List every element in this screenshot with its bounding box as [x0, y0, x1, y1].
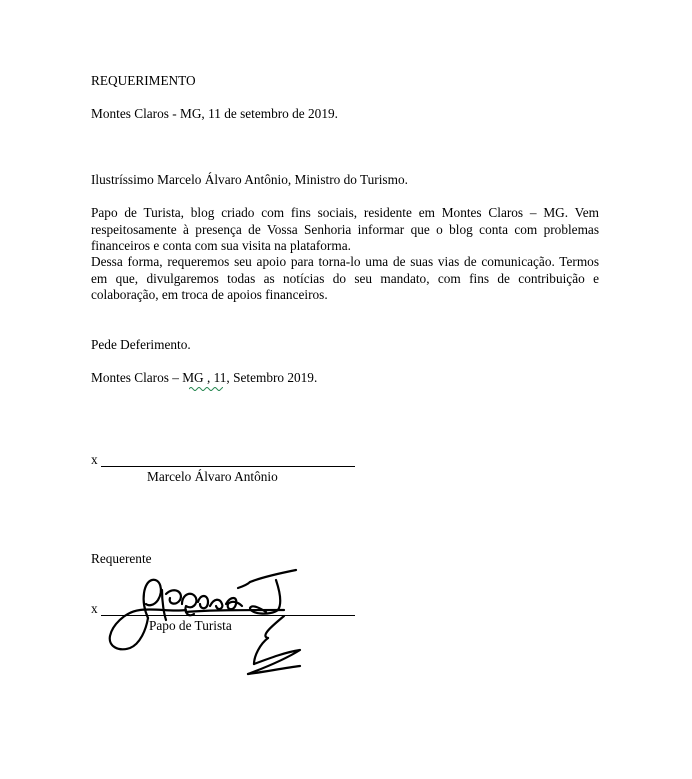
signature-marker-requester: x: [91, 601, 98, 616]
requester-label: Requerente: [91, 551, 152, 566]
document-heading: REQUERIMENTO: [91, 73, 196, 88]
date-line: Montes Claros - MG, 11 de setembro de 2019.: [91, 106, 338, 121]
addressee-line: Ilustríssimo Marcelo Álvaro Antônio, Ministro do Turismo.: [91, 172, 408, 187]
signatory-name-requester: Papo de Turista: [149, 618, 232, 633]
closing-line: Pede Deferimento.: [91, 337, 191, 352]
spellcheck-squiggle: [189, 387, 223, 391]
handwritten-signature: [100, 560, 310, 680]
signature-marker-official: x: [91, 452, 98, 467]
body-paragraph-1: Papo de Turista, blog criado com fins sociais, residente em Montes Claros – MG. Vem respeitosamente à presença de Vossa Senhoria informar que o blog conta com problemas financeiros e conta com sua visita na plataforma.: [91, 205, 599, 253]
signatory-name-official: Marcelo Álvaro Antônio: [147, 469, 278, 484]
body-paragraph-2: Dessa forma, requeremos seu apoio para torna-lo uma de suas vias de comunicação. Termos em que, divulgaremos todas as notícias do seu mandato, com fins de contribuição e colaboração, em troca de apoios financeiros.: [91, 254, 599, 302]
closing-date-line: Montes Claros – MG , 11, Setembro 2019.: [91, 370, 318, 385]
signature-line-official: [101, 466, 355, 467]
